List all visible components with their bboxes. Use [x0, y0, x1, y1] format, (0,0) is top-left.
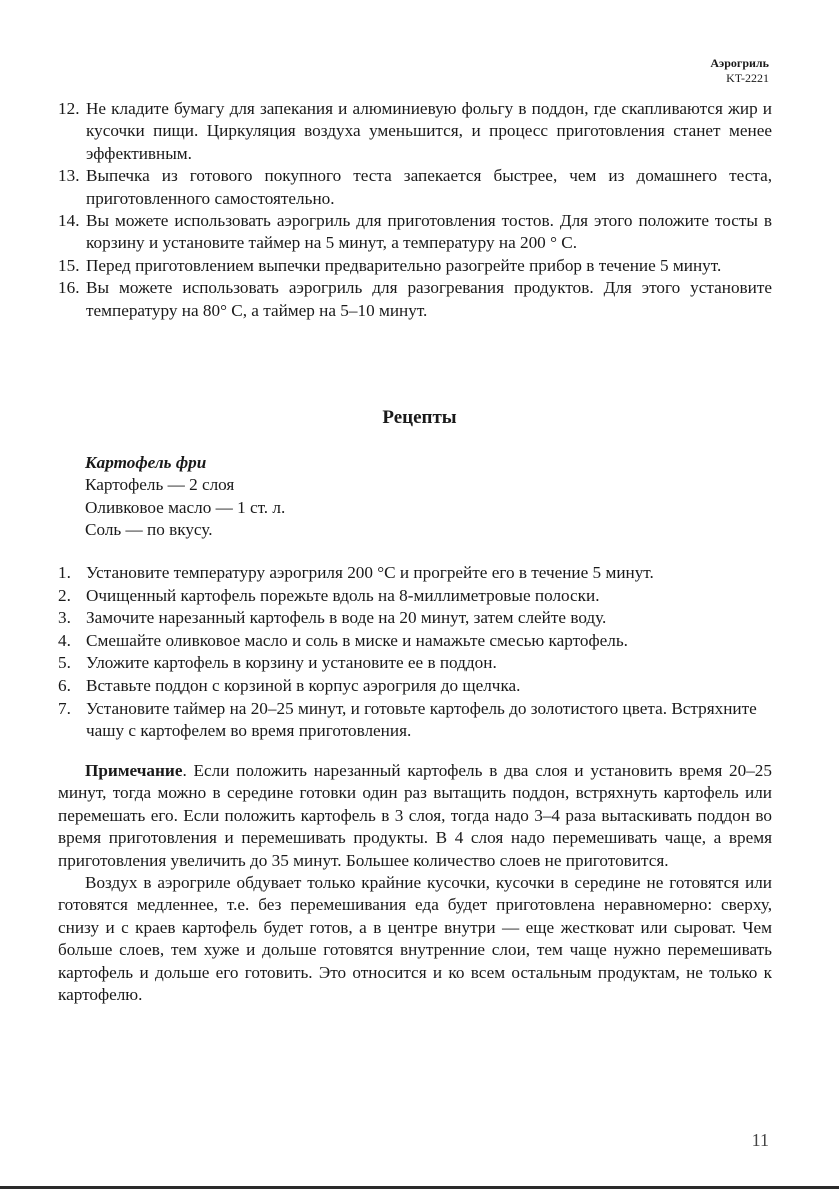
- recipe-title: Картофель фри: [85, 453, 207, 472]
- note-paragraph: Воздух в аэрогриле обдувает только крайние кусочки, кусочки в середине не готовятся или готовятся медленнее, т.е. без перемешивания еда будет приготовлена неравномерно: сверху, снизу и с краев картофель будет готов, а в центре внутри — еще жестковат или сыроват. Чем больше слоев, тем хуже и дольше готовятся внутренние слои, тем чаще нужно перемешивать картофель и дольше его готовить. Это относится и ко всем остальным продуктам, не только к картофелю.: [58, 873, 772, 1005]
- tip-text: Перед приготовлением выпечки предварительно разогрейте прибор в течение 5 минут.: [86, 255, 722, 275]
- step-number: 2.: [58, 585, 71, 605]
- tip-item: [58, 165, 772, 210]
- step-item: [58, 652, 772, 675]
- tip-text: Не кладите бумагу для запекания и алюминиевую фольгу в поддон, где скапливаются жир и кусочки пищи. Циркуляция воздуха уменьшится, и процесс приготовления станет менее эффективным.: [86, 99, 772, 163]
- step-item: [58, 698, 772, 743]
- step-item: [58, 585, 772, 608]
- step-item: [58, 630, 772, 653]
- note-text: . Если положить нарезанный картофель в два слоя и установить время 20–25 минут, тогда можно в середине готовки один раз вытащить поддон, встряхнуть картофель или перемешать его. Если положить картофель в 3 слоя, тогда надо 3–4 раза вытаскивать поддон во время приготовления и перемешивать продукты. В 4 слоя надо перемешивать чаще, а время приготовления увеличить до 35 минут. Большее количество слоев не приготовится.: [58, 761, 772, 870]
- step-text: Уложите картофель в корзину и установите ее в поддон.: [86, 653, 497, 673]
- tip-item: [58, 210, 772, 255]
- note-label: Примечание: [85, 761, 183, 780]
- tip-text: Вы можете использовать аэрогриль для разогревания продуктов. Для этого установите температуру на 80° С, а таймер на 5–10 минут.: [86, 278, 772, 320]
- tip-number: 15.: [58, 255, 80, 275]
- tips-list: [58, 98, 772, 322]
- ingredient-line: Соль — по вкусу.: [85, 520, 213, 540]
- step-text: Установите температуру аэрогриля 200 °С и прогрейте его в течение 5 минут.: [86, 563, 654, 582]
- step-item: [58, 562, 772, 585]
- tip-item: [58, 98, 772, 165]
- tip-number: 13.: [58, 166, 80, 186]
- tip-number: 14.: [58, 211, 80, 231]
- step-text: Вставьте поддон с корзиной в корпус аэрогриля до щелчка.: [86, 675, 521, 695]
- step-text: Очищенный картофель порежьте вдоль на 8-миллиметровые полоски.: [86, 585, 600, 605]
- ingredient-line: Оливковое масло — 1 ст. л.: [85, 497, 286, 517]
- step-item: [58, 607, 772, 630]
- step-text: Смешайте оливковое масло и соль в миске и намажьте смесью картофель.: [86, 630, 628, 650]
- step-number: 4.: [58, 630, 71, 650]
- tip-item: [58, 277, 772, 322]
- recipe-block: [85, 452, 285, 542]
- steps-list: [58, 562, 772, 743]
- tip-text: Вы можете использовать аэрогриль для приготовления тостов. Для этого положите тосты в корзину и установите таймер на 5 минут, а температуру на 200 ° С.: [86, 211, 772, 253]
- step-text: Замочите нарезанный картофель в воде на 20 минут, затем слейте воду.: [86, 608, 607, 628]
- step-text: Установите таймер на 20–25 минут, и готовьте картофель до золотистого цвета. Встряхните чашу с картофелем во время приготовления.: [86, 698, 757, 741]
- step-number: 5.: [58, 653, 71, 673]
- tip-number: 12.: [58, 99, 80, 118]
- tip-item: [58, 255, 772, 277]
- tip-number: 16.: [58, 278, 80, 298]
- page-number: 11: [751, 1130, 769, 1150]
- tip-text: Выпечка из готового покупного теста запекается быстрее, чем из домашнего теста, приготовленного самостоятельно.: [86, 166, 772, 208]
- step-number: 6.: [58, 675, 71, 695]
- section-title: Рецепты: [382, 407, 457, 428]
- step-item: [58, 675, 772, 698]
- note-block: [58, 760, 772, 1006]
- note-paragraph: [58, 760, 772, 872]
- step-number: 3.: [58, 608, 71, 628]
- page-header: [710, 56, 769, 86]
- step-number: 7.: [58, 698, 71, 718]
- ingredient-line: Картофель — 2 слоя: [85, 475, 235, 495]
- step-number: 1.: [58, 563, 71, 582]
- header-brand: Аэрогриль: [710, 56, 769, 70]
- header-model: KT-2221: [726, 71, 769, 85]
